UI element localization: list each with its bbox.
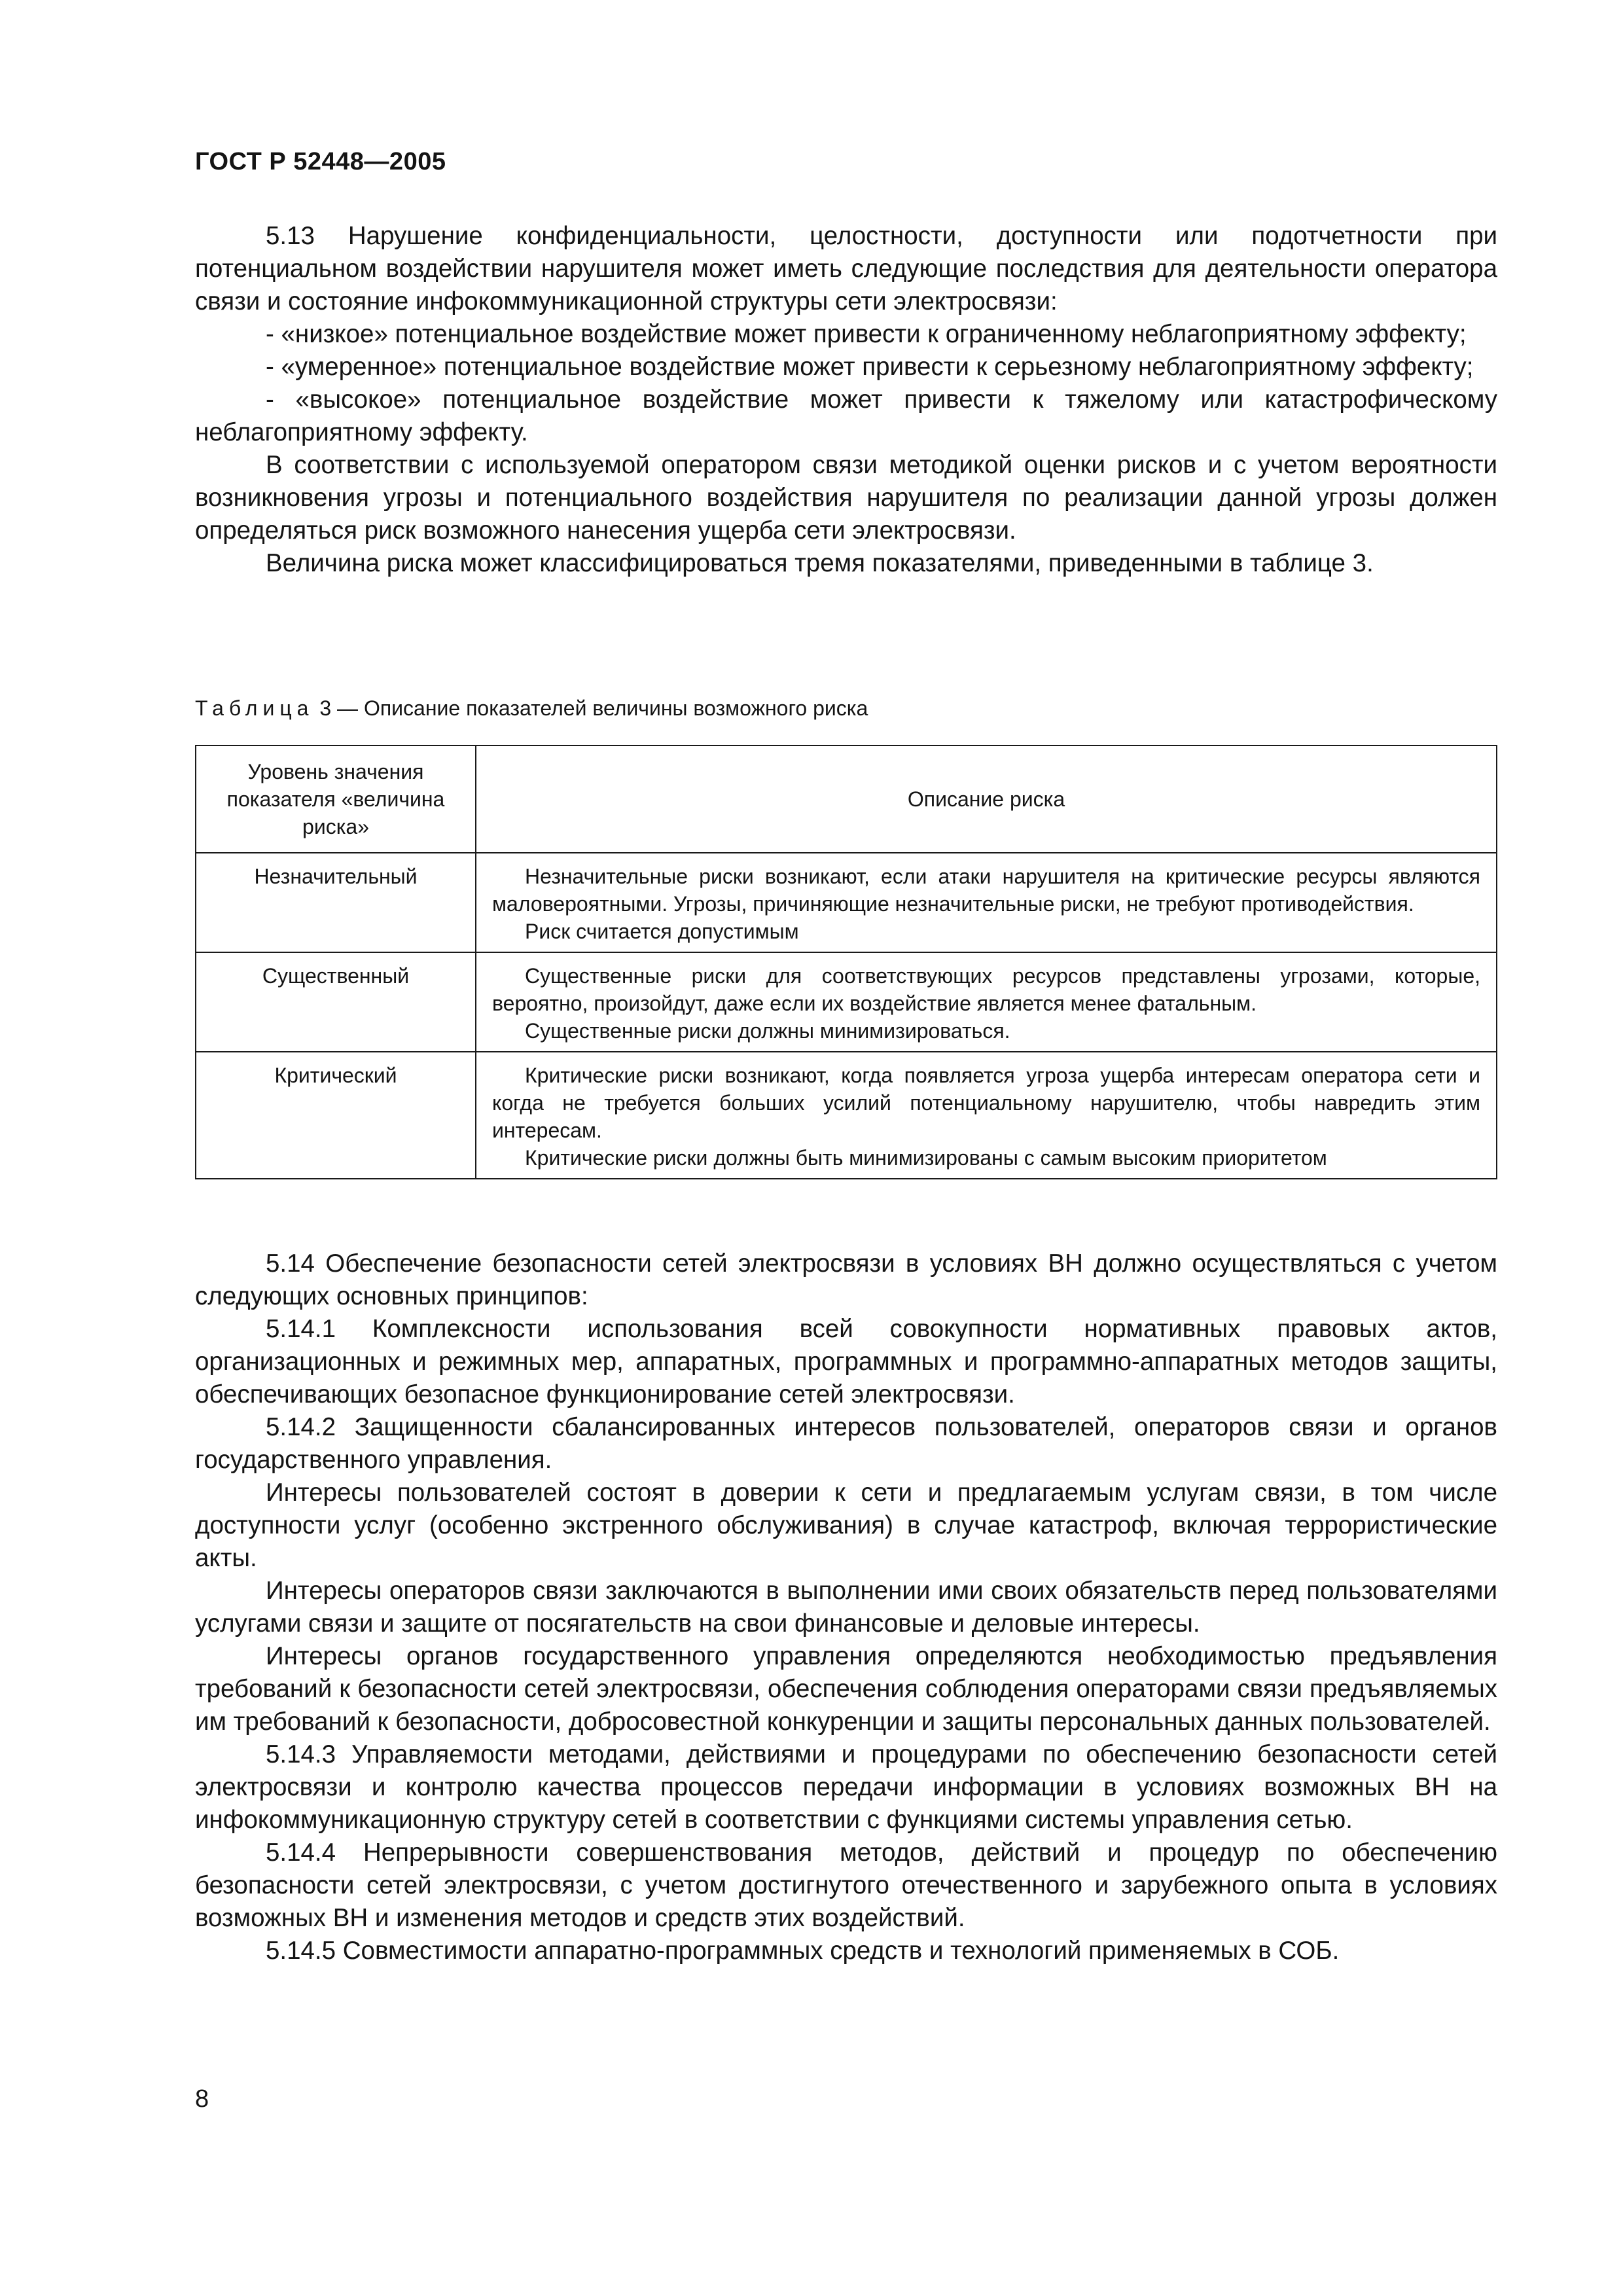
table-row: [196, 1052, 1497, 1179]
paragraph: Величина риска может классифицироваться тремя показателями, приведенными в таблице 3.: [266, 549, 1374, 577]
paragraph: Интересы операторов связи заключаются в выполнении ими своих обязательств перед пользователями услугами связи и защите от посягательств на свои финансовые и деловые интересы.: [195, 1577, 1497, 1638]
table-row: [196, 952, 1497, 1052]
section-5-14: [195, 1247, 1497, 1967]
table-caption: [195, 695, 868, 721]
description-text: Риск считается допустимым: [525, 920, 799, 943]
risk-level-cell: Существенный: [196, 952, 476, 1052]
paragraph: Интересы пользователей состоят в доверии к сети и предлагаемым услугам связи, в том числе доступности услуг (особенно экстренного обслуживания) в случае катастроф, включая террористические акты.: [195, 1479, 1497, 1572]
paragraph: 5.14.3 Управляемости методами, действиями и процедурами по обеспечению безопасности сетей электросвязи и контролю качества процессов передачи информации в условиях возможных ВН на инфокоммуникационную структуру сетей в соответствии с функциями системы управления сетью.: [195, 1740, 1497, 1834]
description-text: Существенные риски должны минимизироваться.: [525, 1019, 1010, 1043]
table-row: [196, 853, 1497, 952]
page-number: 8: [195, 2085, 209, 2113]
paragraph: 5.14.2 Защищенности сбалансированных интересов пользователей, операторов связи и органов государственного управления.: [195, 1413, 1497, 1474]
column-header-level: Уровень значения показателя «величина риска»: [196, 745, 476, 853]
list-item: - «низкое» потенциальное воздействие может привести к ограниченному неблагоприятному эффекту;: [266, 320, 1467, 348]
table-caption-text: 3 — Описание показателей величины возможного риска: [319, 696, 868, 720]
risk-description-cell: [476, 952, 1497, 1052]
paragraph: 5.14.1 Комплексности использования всей совокупности нормативных правовых актов, организационных и режимных мер, аппаратных, программных и программно-аппаратных методов защиты, обеспечивающих безопасное функционирование сетей электросвязи.: [195, 1315, 1497, 1408]
document-header: ГОСТ Р 52448—2005: [195, 148, 446, 175]
paragraph: В соответствии с используемой оператором связи методикой оценки рисков и с учетом вероятности возникновения угрозы и потенциального воздействия нарушителя по реализации данной угрозы должен определяться риск возможного нанесения ущерба сети электросвязи.: [195, 451, 1497, 545]
column-header-description: Описание риска: [476, 745, 1497, 853]
table-header-row: [196, 745, 1497, 853]
description-text: Существенные риски для соответствующих ресурсов представлены угрозами, которые, вероятно, произойдут, даже если их воздействие является менее фатальным.: [492, 964, 1480, 1015]
risk-description-cell: [476, 853, 1497, 952]
risk-level-cell: Критический: [196, 1052, 476, 1179]
risk-table: [195, 745, 1497, 1179]
description-text: Критические риски должны быть минимизированы с самым высоким приоритетом: [525, 1146, 1327, 1170]
paragraph: Интересы органов государственного управления определяются необходимостью предъявления требований к безопасности сетей электросвязи, обеспечения соблюдения операторами связи предъявляемых им требований к безопасности, добросовестной конкуренции и защиты персональных данных пользователей.: [195, 1642, 1497, 1736]
risk-description-cell: [476, 1052, 1497, 1179]
table-caption-word: Таблица: [195, 696, 314, 720]
list-item: - «умеренное» потенциальное воздействие может привести к серьезному неблагоприятному эффекту;: [266, 353, 1474, 381]
description-text: Критические риски возникают, когда появляется угроза ущерба интересам оператора сети и когда не требуется больших усилий потенциальному нарушителю, чтобы навредить этим интересам.: [492, 1064, 1480, 1142]
paragraph: 5.14.4 Непрерывности совершенствования методов, действий и процедур по обеспечению безопасности сетей электросвязи, с учетом достигнутого отечественного и зарубежного опыта в условиях возможных ВН и изменения методов и средств этих воздействий.: [195, 1839, 1497, 1932]
paragraph: 5.14.5 Совместимости аппаратно-программных средств и технологий применяемых в СОБ.: [266, 1937, 1340, 1965]
list-item: - «высокое» потенциальное воздействие может привести к тяжелому или катастрофическому неблагоприятному эффекту.: [195, 386, 1497, 446]
section-5-13: [195, 220, 1497, 580]
description-text: Незначительные риски возникают, если атаки нарушителя на критические ресурсы являются маловероятными. Угрозы, причиняющие незначительные риски, не требуют противодействия.: [492, 865, 1480, 916]
paragraph: 5.14 Обеспечение безопасности сетей электросвязи в условиях ВН должно осуществляться с учетом следующих основных принципов:: [195, 1249, 1497, 1310]
paragraph: 5.13 Нарушение конфиденциальности, целостности, доступности или подотчетности при потенциальном воздействии нарушителя может иметь следующие последствия для деятельности оператора связи и состояние инфокоммуникационной структуры сети электросвязи:: [195, 222, 1497, 315]
risk-level-cell: Незначительный: [196, 853, 476, 952]
